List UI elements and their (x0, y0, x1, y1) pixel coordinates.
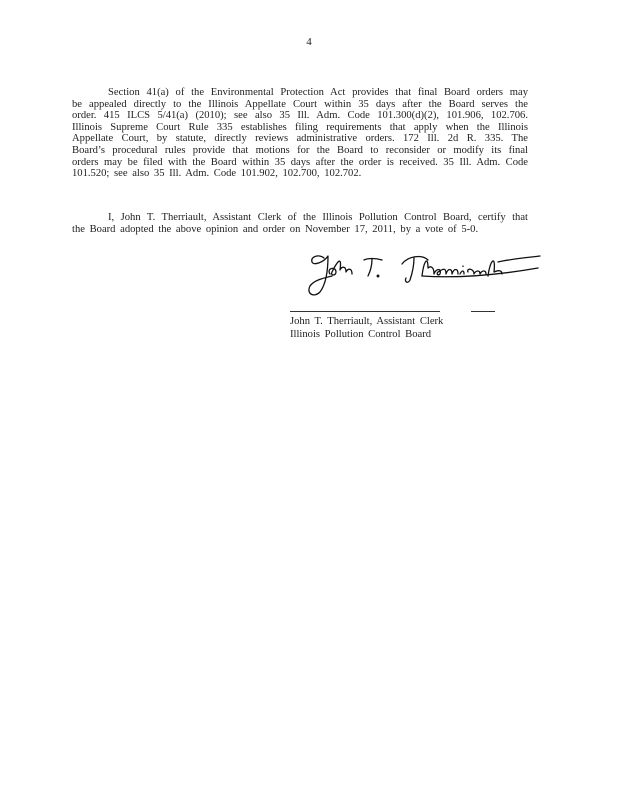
signature-block (290, 315, 443, 341)
signer-organization: Illinois Pollution Control Board (290, 329, 432, 340)
paragraph-line: 101.520; see also 35 Ill. Adm. Code 101.902, 102.700, 102.702. (72, 168, 362, 180)
paragraph-line: Illinois Supreme Court Rule 335 establishes filing requirements that apply when the Illinois (72, 121, 528, 133)
paragraph-line: I, John T. Therriault, Assistant Clerk of the Illinois Pollution Control Board, certify that (108, 212, 528, 223)
signer-name-title: John T. Therriault, Assistant Clerk (290, 316, 444, 327)
paragraph-line: Section 41(a) of the Environmental Protection Act provides that final Board orders may (108, 87, 528, 98)
signature-line (290, 311, 440, 312)
paragraph-line: be appealed directly to the Illinois Appellate Court within 35 days after the Board serves the (72, 98, 528, 110)
paragraph-line: Board’s procedural rules provide that motions for the Board to reconsider or modify its final (72, 144, 528, 156)
page-number: 4 (306, 36, 312, 48)
certification-paragraph (72, 212, 528, 235)
paragraph-line: order. 415 ILCS 5/41(a) (2010); see also 35 Ill. Adm. Code 101.300(d)(2), 101.906, 102.706. (72, 110, 528, 122)
signature-line (471, 311, 495, 312)
paragraph-line: Appellate Court, by statute, directly reviews administrative orders. 172 Ill. 2d R. 335. The (72, 133, 528, 145)
appeal-rights-paragraph (72, 87, 528, 180)
paragraph-line: the Board adopted the above opinion and order on November 17, 2011, by a vote of 5-0. (72, 223, 479, 235)
paragraph-line: orders may be filed with the Board within 35 days after the order is received. 35 Ill. Adm. Code (72, 156, 528, 168)
handwritten-signature (302, 246, 542, 302)
